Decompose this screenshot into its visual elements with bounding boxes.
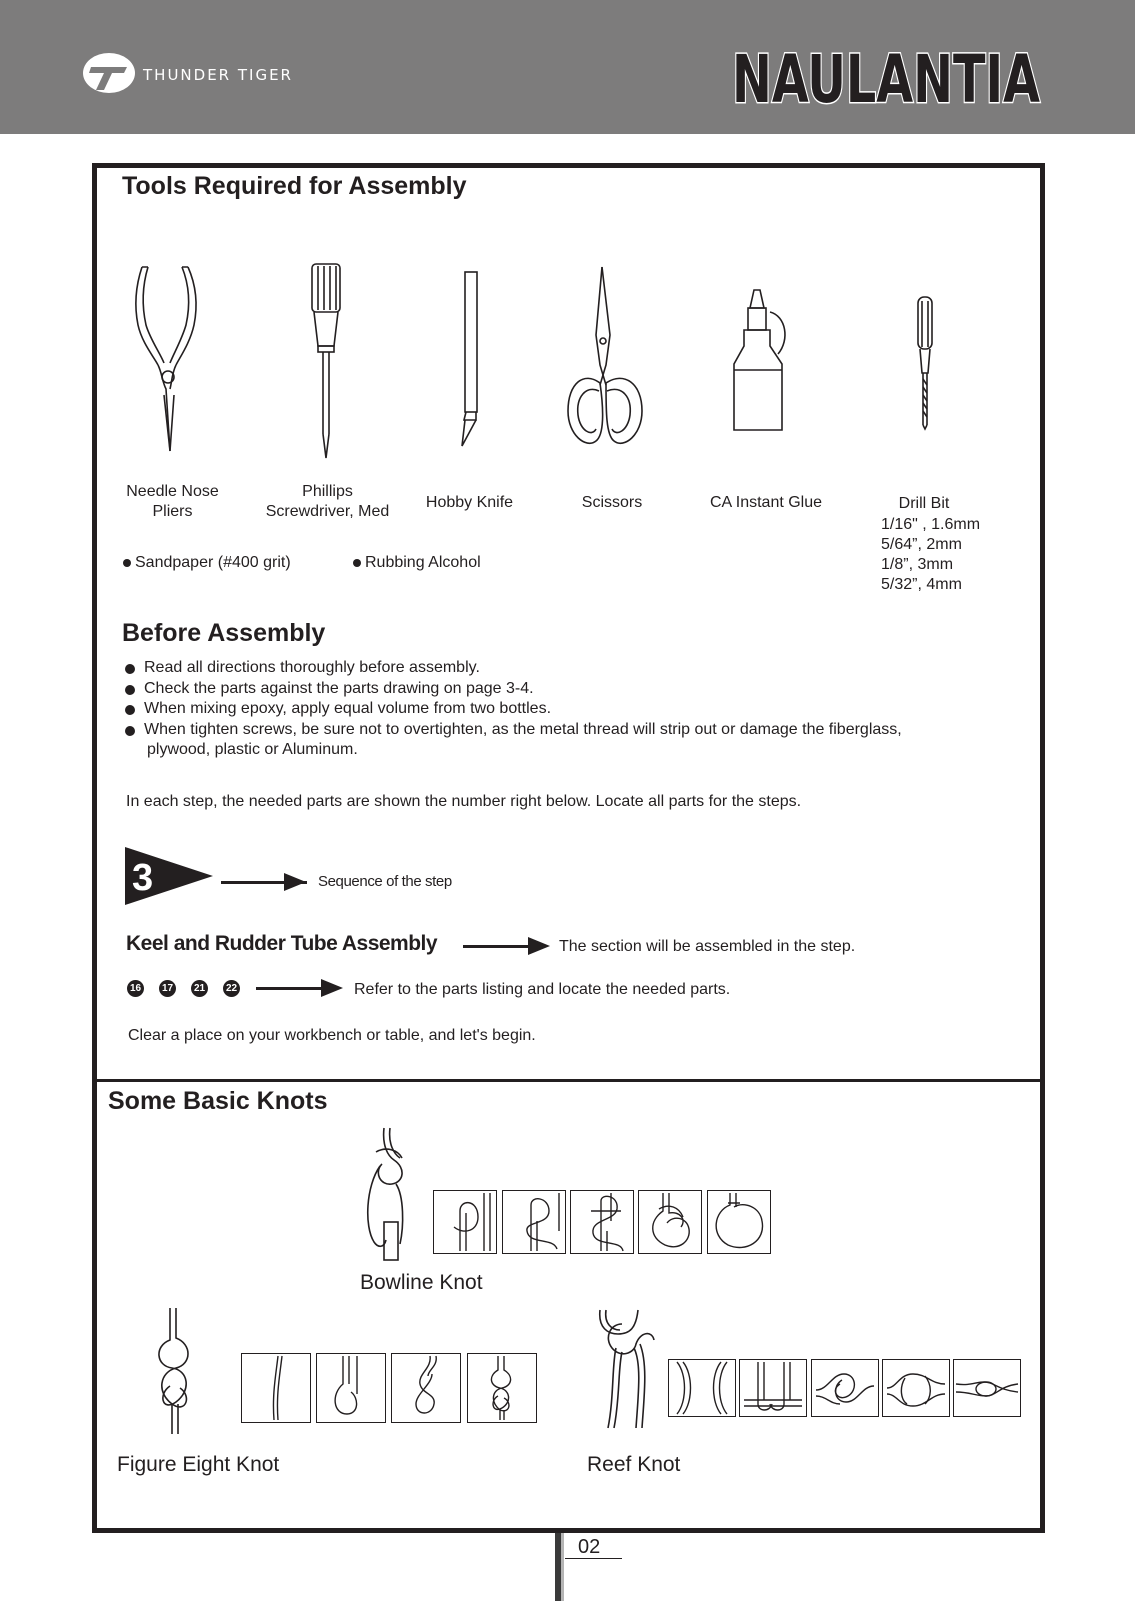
knot-step-icon [740, 1360, 806, 1416]
section-title: Keel and Rudder Tube Assembly [126, 932, 438, 955]
list-item: Read all directions thoroughly before assembly. [122, 658, 1022, 679]
knot-step-icon [639, 1191, 701, 1253]
intro-text: In each step, the needed parts are shown the number right below. Locate all parts for the steps. [126, 793, 802, 810]
tool-label-line: Needle Nose [126, 483, 219, 500]
figure-eight-step-1 [241, 1353, 311, 1423]
parts-desc: Refer to the parts listing and locate the needed parts. [354, 981, 731, 998]
reef-step-4 [882, 1359, 950, 1417]
tool-label-screwdriver [255, 482, 400, 522]
knot-step-icon [669, 1360, 735, 1416]
drill-bit-icon [912, 295, 940, 430]
tool-label-drill-bit: Drill Bit [898, 495, 950, 512]
list-item-continuation: plywood, plastic or Aluminum. [147, 741, 358, 758]
reef-step-3 [811, 1359, 879, 1417]
knot-step-icon [503, 1191, 565, 1253]
knots-title: Some Basic Knots [108, 1087, 328, 1115]
step-number: 3 [132, 857, 154, 899]
reef-step-2 [739, 1359, 807, 1417]
tool-label-line: Phillips [302, 483, 353, 500]
page-number-bar-light [561, 1533, 564, 1601]
bowline-step-4 [638, 1190, 702, 1254]
knot-step-icon [708, 1191, 770, 1253]
bowline-label: Bowline Knot [360, 1271, 483, 1294]
drill-size: 5/32”, 4mm [881, 576, 962, 593]
glue-bottle-icon [730, 288, 792, 433]
before-list [122, 658, 1022, 740]
figure-eight-knot-icon [148, 1306, 204, 1436]
before-title: Before Assembly [122, 619, 326, 647]
part-number-badge: 16 [127, 980, 144, 997]
svg-text:NAULANTIA: NAULANTIA [732, 41, 1040, 118]
tool-label-pliers [110, 482, 235, 522]
tool-label-line: Screwdriver, Med [265, 503, 390, 520]
knot-step-icon [571, 1191, 633, 1253]
list-item: When mixing epoxy, apply equal volume from two bottles. [122, 699, 1022, 720]
scissors-icon [566, 265, 650, 455]
figure-eight-label: Figure Eight Knot [117, 1453, 280, 1476]
knot-step-icon [883, 1360, 949, 1416]
arrow-line [256, 987, 322, 990]
list-item: Check the parts against the parts drawing on page 3-4. [122, 679, 1022, 700]
bowline-knot-icon [362, 1126, 422, 1261]
closing-text: Clear a place on your workbench or table, and let's begin. [128, 1027, 536, 1044]
reef-step-5 [953, 1359, 1021, 1417]
tools-title: Tools Required for Assembly [122, 172, 467, 200]
arrow-line [463, 945, 529, 948]
figure-eight-step-4 [467, 1353, 537, 1423]
bullet-icon [123, 559, 131, 567]
knot-step-icon [317, 1354, 385, 1422]
knot-step-icon [434, 1191, 496, 1253]
knot-step-icon [468, 1354, 536, 1422]
bowline-step-1 [433, 1190, 497, 1254]
bowline-step-2 [502, 1190, 566, 1254]
reef-step-1 [668, 1359, 736, 1417]
section-divider [92, 1079, 1045, 1082]
page-number-underline [565, 1558, 622, 1559]
tool-label-scissors: Scissors [581, 494, 643, 511]
part-number-badge: 22 [223, 980, 240, 997]
part-number-badge: 21 [191, 980, 208, 997]
tool-label-glue: CA Instant Glue [709, 494, 823, 511]
step-desc: Sequence of the step [318, 873, 452, 890]
bullet-icon [353, 559, 361, 567]
drill-sizes [881, 515, 980, 595]
drill-size: 5/64”, 2mm [881, 536, 962, 553]
figure-eight-step-2 [316, 1353, 386, 1423]
list-item: When tighten screws, be sure not to overtighten, as the metal thread will strip out or damage the fiberglass, [122, 720, 1022, 741]
part-number-badge: 17 [159, 980, 176, 997]
section-desc: The section will be assembled in the step. [559, 938, 856, 955]
tool-label-line: Pliers [152, 503, 193, 520]
bowline-step-5 [707, 1190, 771, 1254]
arrow-right-icon [321, 979, 343, 997]
arrow-right-icon [284, 873, 306, 891]
reef-knot-icon [596, 1308, 658, 1430]
figure-eight-step-3 [391, 1353, 461, 1423]
knot-step-icon [954, 1360, 1020, 1416]
extra-sandpaper: Sandpaper (#400 grit) [135, 554, 291, 571]
reef-label: Reef Knot [587, 1453, 681, 1476]
knot-step-icon [242, 1354, 310, 1422]
brand-name: THUNDER TIGER [143, 66, 293, 84]
knot-step-icon [392, 1354, 460, 1422]
page-number: 02 [578, 1536, 601, 1558]
tool-label-hobby-knife: Hobby Knife [425, 494, 514, 511]
thunder-tiger-logo-icon [82, 52, 136, 94]
naulantia-logo [728, 40, 1046, 118]
hobby-knife-icon [458, 270, 484, 450]
screwdriver-icon [306, 262, 346, 462]
pliers-icon [132, 265, 210, 460]
extra-alcohol: Rubbing Alcohol [365, 554, 481, 571]
drill-size: 1/8”, 3mm [881, 556, 954, 573]
drill-size: 1/16" , 1.6mm [881, 516, 981, 533]
arrow-right-icon [528, 937, 550, 955]
bowline-step-3 [570, 1190, 634, 1254]
knot-step-icon [812, 1360, 878, 1416]
